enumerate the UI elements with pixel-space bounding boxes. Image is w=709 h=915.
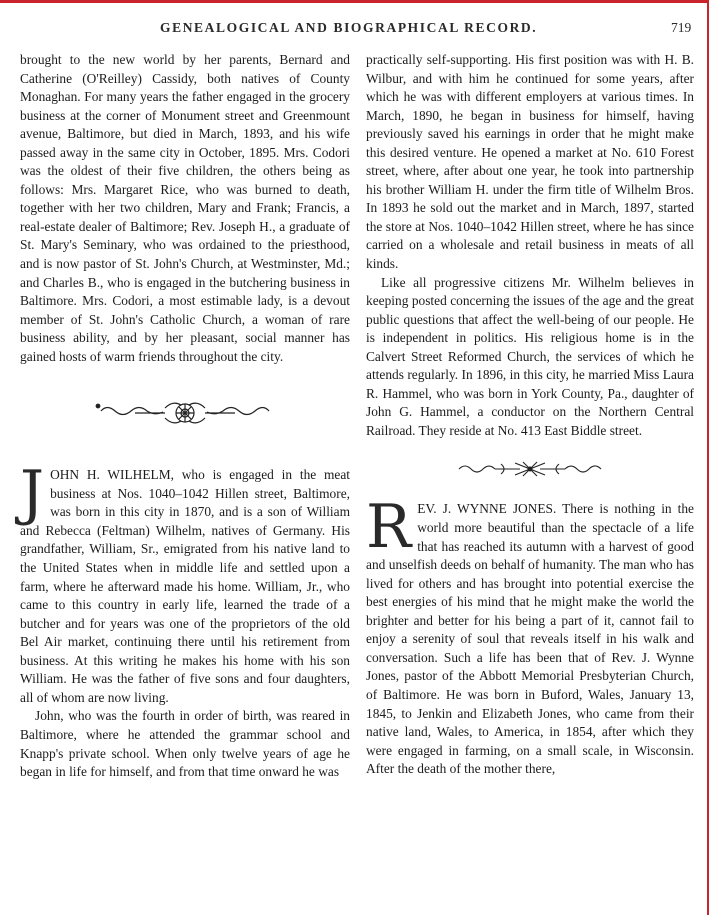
page-header [0,20,709,40]
wilhelm-biography [20,458,350,781]
jones-biography [366,492,694,778]
section-divider-ornament [95,396,275,430]
wilhelm-civic-paragraph: Like all progressive citizens Mr. Wilhelm believes in keeping posted concerning the issues of the age and the great public questions that affect the well-being of our people. He is independent in politics. His religious home is in the Calvert Street Reformed Church, the services of which he attends regularly. In 1896, in this city, he married Miss Laura R. Hammel, who was born in York County, Pa., daughter of John G. Hammel, a conductor on the Northern Central Railroad. They reside at No. 413 East Biddle street. [366,274,694,438]
right-column [366,51,694,779]
drop-cap-initial: J [20,458,45,529]
section-divider-ornament [455,458,605,480]
left-column [20,51,350,782]
drop-cap-initial: R [366,492,412,563]
window-frame-top [0,0,709,3]
page-number: 719 [671,20,692,35]
wilhelm-opening-paragraph: OHN H. WILHELM, who is engaged in the meat business at Nos. 1040–1042 Hillen street, Baltimore, was born in this city in 1870, and is a son of William and Rebecca (Feltman) Wilhelm, natives of Germany. His grandfather, William, Sr., emigrated from his native land to the United States when in middle life and settled upon a farm, where he afterward made his home. William, Jr., who came to this country in early life, learned the trade of a butcher and for years was one of the proprietors of the old Bel Air market, continuing there until his retirement from business. At this writing he makes his home with his son William. He was the father of five sons and four daughters, all of whom are now living. [20,467,350,705]
jones-opening-paragraph: EV. J. WYNNE JONES. There is nothing in the world more beautiful than the spectacle of a life that has reached its autumn with a harvest of good and unselfish deeds on behalf of humanity. The man who has lived for others and has brought into potential exercise the best energies of his mind that he might make the world the brighter and better for his being a part of it, cannot fail to enjoy a serenity of soul that reveals itself in his walk and conversation. Such a life has been that of Rev. J. Wynne Jones, pastor of the Abbott Memorial Presbyterian Church, of Baltimore. He was born in Buford, Wales, January 13, 1845, to Jenkin and Elizabeth Jones, who came from their native land, Wales, to America, in 1854, after which they were engaged in farming, on a small scale, in Wisconsin. After the death of the mother there, [366,501,694,777]
running-head-title: GENEALOGICAL AND BIOGRAPHICAL RECORD. [160,20,538,35]
wilhelm-career-paragraph: practically self-supporting. His first position was with H. B. Wilbur, and with him he continued for some years, after which he was with different employers at various times. In March, 1890, he began in business for himself, having previously saved his earnings in order that he might make this desired venture. He opened a market at No. 610 Forest street, where, after about one year, he took into partnership his brother William H. under the firm title of Wilhelm Bros. In 1893 he sold out the market and in March, 1897, started the store at Nos. 1040–1042 Hillen street, where he has since carried on a wholesale and retail business in meats of all kinds. [366,52,694,272]
wilhelm-early-life-paragraph: John, who was the fourth in order of birth, was reared in Baltimore, where he attended the grammar school and Knapp's private school. When only twelve years of age he began in life for himself, and from that time onward he was [20,708,350,780]
codori-continuation-paragraph: brought to the new world by her parents, Bernard and Catherine (O'Reilley) Cassidy, both natives of County Monaghan. For many years the father engaged in the grocery business at the corner of Monument street and Greenmount avenue, Baltimore, but died in March, 1893, and his wife passed away in the same city in October, 1895. Mrs. Codori was the oldest of their five children, the others being as follows: Mrs. Margaret Rice, who was burned to death, together with her two children, Mary and Frank; Francis, a real-estate dealer of Baltimore; Rev. Joseph H., a graduate of St. Mary's Seminary, who was ordained to the priesthood, and is now pastor of St. John's Church, at Westminster, Md.; and Charles B., who is engaged in the butchering business in Baltimore. Mrs. Codori, a most estimable lady, is a devout member of St. John's Catholic Church, a woman of rare business ability, and by her pleasant, social manner has gained hosts of warm friends throughout the city. [20,52,350,364]
